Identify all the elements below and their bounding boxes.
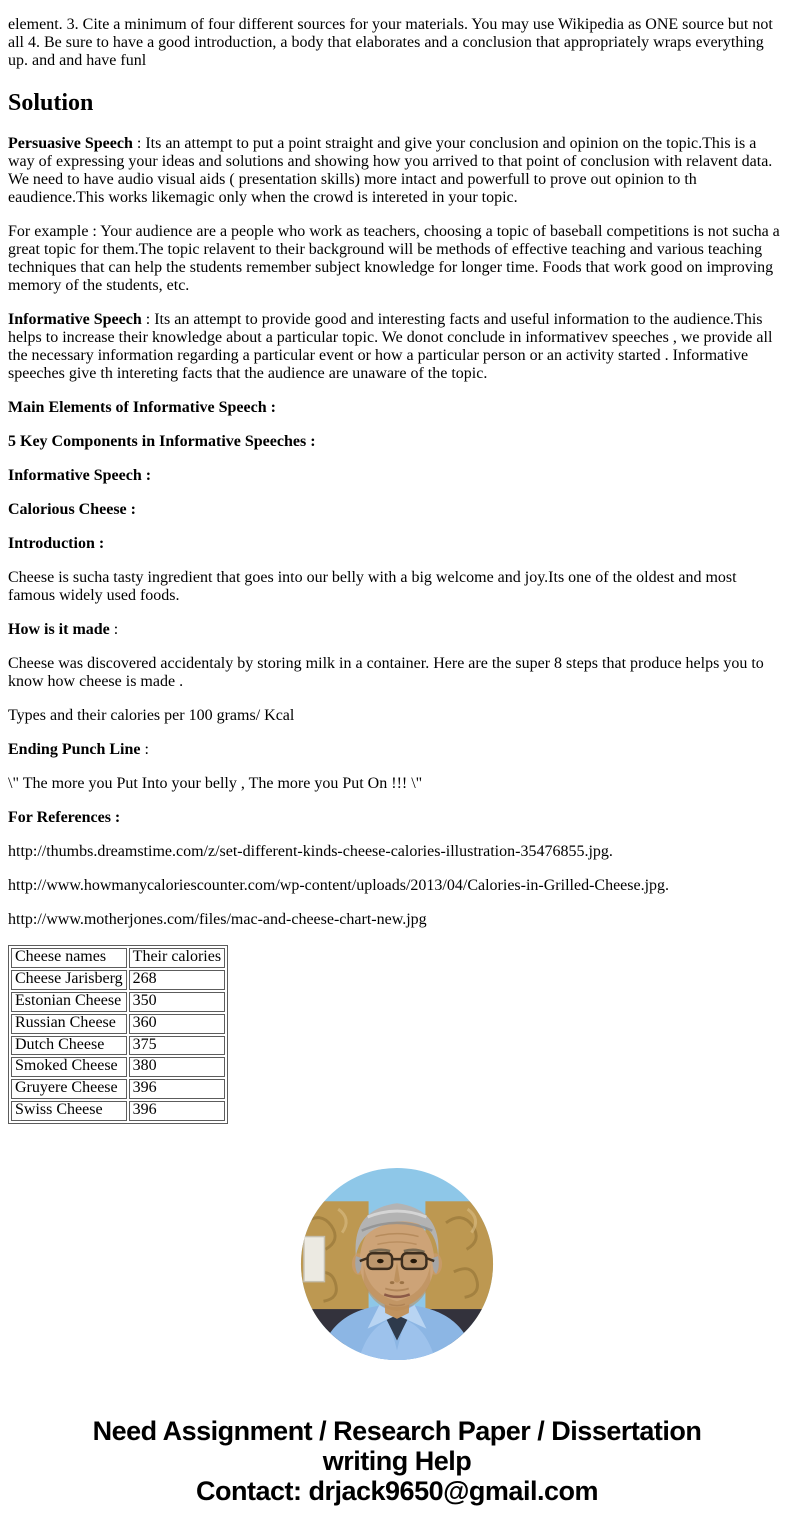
footer-line-2: writing Help	[322, 1445, 472, 1476]
table-header-their-calories: Their calories	[129, 948, 225, 968]
table-header-row	[11, 948, 225, 968]
table-row	[11, 970, 225, 990]
calories-cell: 375	[129, 1036, 225, 1056]
punch-line-lead: Ending Punch Line	[8, 741, 141, 759]
cheese-name-cell: Dutch Cheese	[11, 1036, 127, 1056]
cheese-intro-paragraph: Cheese is sucha tasty ingredient that goes into our belly with a big welcome and joy.Its one of the oldest and most famous widely used foods.	[8, 569, 737, 605]
introduction-heading: Introduction :	[8, 535, 105, 553]
informative-speech-paragraph	[8, 311, 786, 383]
informative-speech-lead: Informative Speech	[8, 311, 142, 329]
how-made-paragraph: Cheese was discovered accidentaly by storing milk in a container. Here are the super 8 steps that produce helps you to know how cheese is made .	[8, 655, 764, 691]
main-elements-heading: Main Elements of Informative Speech :	[8, 399, 276, 417]
informative-speech-body: : Its an attempt to provide good and interesting facts and useful information to the audience.This helps to increase their knowledge about a particular topic. We donot conclude in informativev speeches , we provide all the necessary information regarding a particular event or how a particular person or an activity started . Informative speeches give th intereting facts that the audience are unaware of the topic.	[8, 311, 773, 383]
calories-cell: 396	[129, 1079, 225, 1099]
calories-cell: 360	[129, 1014, 225, 1034]
calories-cell: 380	[129, 1057, 225, 1077]
table-row	[11, 992, 225, 1012]
reference-url-1: http://thumbs.dreamstime.com/z/set-different-kinds-cheese-calories-illustration-35476855.jpg.	[8, 843, 613, 861]
table-header-cheese-names: Cheese names	[11, 948, 127, 968]
example-paragraph: For example : Your audience are a people who work as teachers, choosing a topic of baseball competitions is not sucha a great topic for them.The topic relavent to their background will be methods of effective teaching and various teaching techniques that can help the students remember subject knowledge for longer time. Foods that work good on improving memory of the students, etc.	[8, 223, 780, 295]
persuasive-speech-paragraph	[8, 135, 786, 207]
calories-cell: 350	[129, 992, 225, 1012]
intro-paragraph: element. 3. Cite a minimum of four different sources for your materials. You may use Wikipedia as ONE source but not all 4. Be sure to have a good introduction, a body that elaborates and a conclusion that appropriately wraps everything up. and and have funl	[8, 16, 773, 69]
footer-contact-email: Contact: drjack9650@gmail.com	[196, 1475, 598, 1506]
how-made-lead: How is it made	[8, 621, 110, 639]
calories-cell: 268	[129, 970, 225, 990]
punch-line-heading	[8, 741, 786, 759]
cheese-calories-table	[8, 945, 228, 1123]
portrait-photo-container	[8, 1166, 786, 1362]
reference-url-3: http://www.motherjones.com/files/mac-and-cheese-chart-new.jpg	[8, 911, 427, 929]
footer-banner	[8, 1416, 786, 1506]
persuasive-speech-body: : Its an attempt to put a point straight and give your conclusion and opinion on the topic.This is a way of expressing your ideas and solutions and showing how you arrived to that point of conclusion with relavent data. We need to have audio visual aids ( presentation skills) more intact and powerfull to prove out opinion to th eaudience.This works likemagic only when the crowd is intereted in your topic.	[8, 135, 773, 207]
informative-speech-heading: Informative Speech :	[8, 467, 152, 485]
cheese-name-cell: Russian Cheese	[11, 1014, 127, 1034]
types-caption: Types and their calories per 100 grams/ Kcal	[8, 707, 295, 725]
cheese-name-cell: Estonian Cheese	[11, 992, 127, 1012]
calorious-cheese-heading: Calorious Cheese :	[8, 501, 136, 519]
solution-heading: Solution	[8, 90, 94, 116]
how-made-colon: :	[109, 621, 119, 639]
calories-cell: 396	[129, 1101, 225, 1121]
five-key-components-heading: 5 Key Components in Informative Speeches :	[8, 433, 316, 451]
references-heading: For References :	[8, 809, 121, 827]
how-made-heading	[8, 621, 786, 639]
table-row	[11, 1057, 225, 1077]
reference-url-2: http://www.howmanycaloriescounter.com/wp-content/uploads/2013/04/Calories-in-Grilled-Cheese.jpg.	[8, 877, 670, 895]
table-row	[11, 1014, 225, 1034]
cheese-name-cell: Gruyere Cheese	[11, 1079, 127, 1099]
footer-line-1: Need Assignment / Research Paper / Dissertation	[92, 1415, 702, 1446]
cheese-name-cell: Cheese Jarisberg	[11, 970, 127, 990]
persuasive-speech-lead: Persuasive Speech	[8, 135, 133, 153]
man-portrait-photo-icon	[299, 1166, 495, 1362]
table-row	[11, 1101, 225, 1121]
table-row	[11, 1079, 225, 1099]
cheese-name-cell: Smoked Cheese	[11, 1057, 127, 1077]
punch-line-text: \" The more you Put Into your belly , The more you Put On !!! \"	[8, 775, 423, 793]
cheese-name-cell: Swiss Cheese	[11, 1101, 127, 1121]
table-row	[11, 1036, 225, 1056]
punch-line-colon: :	[140, 741, 149, 759]
